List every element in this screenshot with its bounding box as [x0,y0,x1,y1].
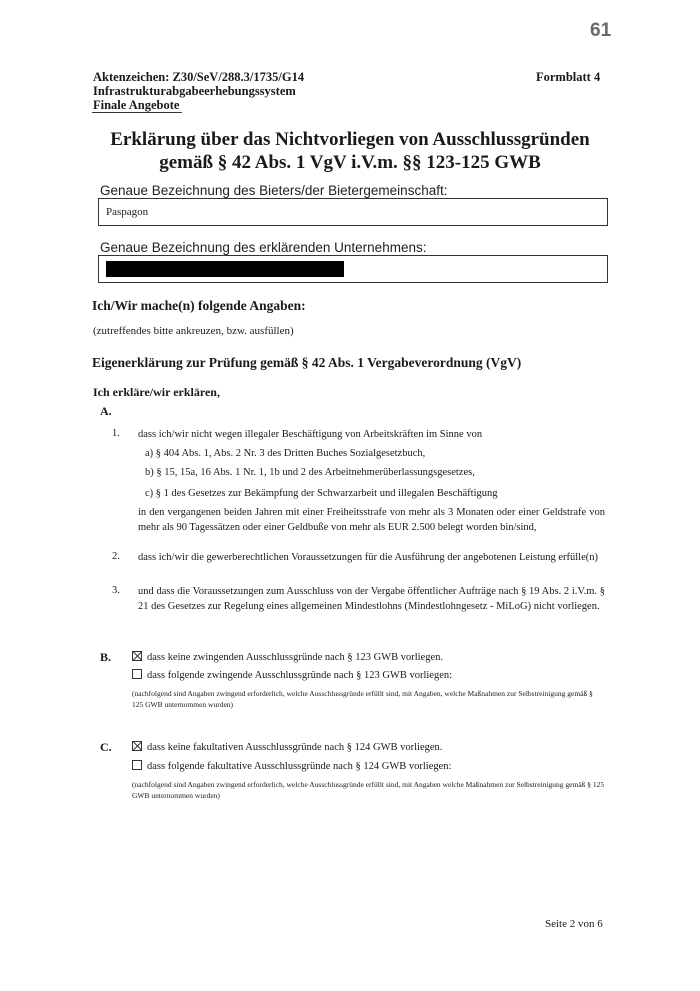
header-underline [92,112,182,113]
section-b-option-1[interactable] [132,650,443,665]
checkbox-unchecked-icon[interactable] [132,669,142,679]
ich-erklaere: Ich erkläre/wir erklären, [93,385,220,399]
system-name: Infrastrukturabgabeerhebungssystem [93,84,296,98]
angaben-hint: (zutreffendes bitte ankreuzen, bzw. ausfüllen) [93,325,294,337]
checkbox-checked-icon[interactable] [132,651,142,661]
item1-sub-a: a) § 404 Abs. 1, Abs. 2 Nr. 3 des Dritten Buches Sozialgesetzbuch, [145,448,426,459]
item3-text: und dass die Voraussetzungen zum Ausschluss von der Vergabe öffentlicher Aufträge nach § 19 Abs. 2 i.V.m. § 21 des Gesetzes zur Regelung eines allgemeinen Mindestlohns (Mindestlohngesetz - MiLoG) nicht vorliegen. [138,586,605,612]
document-title-line1: Erklärung über das Nichtvorliegen von Ausschlussgründen [110,129,590,150]
section-c-option-1[interactable] [132,740,442,755]
checkbox-checked-icon[interactable] [132,741,142,751]
bieter-label: Genaue Bezeichnung des Bieters/der Bietergemeinschaft: [100,183,448,198]
item2-number: 2. [112,551,120,562]
bieter-field[interactable] [98,198,608,226]
angaben-heading: Ich/Wir mache(n) folgende Angaben: [92,298,306,313]
item1-sub-c: c) § 1 des Gesetzes zur Bekämpfung der Schwarzarbeit und illegalen Beschäftigung [145,488,498,499]
unternehmen-field[interactable] [98,255,608,283]
unternehmen-label: Genaue Bezeichnung des erklärenden Unternehmens: [100,240,427,255]
section-a-label: A. [100,404,112,418]
section-b-note: (nachfolgend sind Angaben zwingend erforderlich, welche Ausschlussgründe erfüllt sind, mit Angaben, welche Maßnahmen zur Selbstreinigung gemäß § 125 GWB unternommen wurden) [132,689,593,709]
item1-text: dass ich/wir nicht wegen illegaler Beschäftigung von Arbeitskräften im Sinne von [138,429,483,440]
section-c-note: (nachfolgend sind Angaben zwingend erforderlich, welche Ausschlussgründe erfüllt sind, mit Angaben welche Maßnahmen zur Selbstreinigung gemäß § 125 GWB unternommen wurden) [132,780,605,800]
section-c-option-1-label: dass keine fakultativen Ausschlussgründe nach § 124 GWB vorliegen. [147,742,443,753]
page-number: 61 [590,20,612,41]
section-b-option-2[interactable] [132,668,452,683]
item2-text: dass ich/wir die gewerberechtlichen Voraussetzungen für die Ausführung der angebotenen Leistung erfülle(n) [138,552,599,563]
page-footer: Seite 2 von 6 [545,918,603,930]
item1-continuation: in den vergangenen beiden Jahren mit einer Freiheitsstrafe von mehr als 3 Monaten oder einer Geldstrafe von mehr als 90 Tagessätzen oder einer Geldbuße von mehr als EUR 2.500 belegt worden bin/sind, [138,507,605,533]
checkbox-unchecked-icon[interactable] [132,760,142,770]
eigenerklaerung-heading: Eigenerklärung zur Prüfung gemäß § 42 Abs. 1 Vergabeverordnung (VgV) [92,355,522,370]
redaction-bar [106,261,344,277]
aktenzeichen: Aktenzeichen: Z30/SeV/288.3/1735/G14 [93,70,305,84]
section-b-label: B. [100,650,112,664]
item1-number: 1. [112,428,120,439]
section-c-option-2[interactable] [132,759,451,774]
item3-number: 3. [112,585,120,596]
phase-label: Finale Angebote [93,98,180,112]
section-c-label: C. [100,740,112,754]
formblatt-label: Formblatt 4 [536,70,601,84]
section-c-option-2-label: dass folgende fakultative Ausschlussgründe nach § 124 GWB vorliegen: [147,761,452,772]
document-title-line2: gemäß § 42 Abs. 1 VgV i.V.m. §§ 123-125 GWB [159,152,541,173]
section-b-option-2-label: dass folgende zwingende Ausschlussgründe nach § 123 GWB vorliegen: [147,670,453,681]
item1-sub-b: b) § 15, 15a, 16 Abs. 1 Nr. 1, 1b und 2 des Arbeitnehmerüberlassungsgesetzes, [145,467,475,478]
section-b-option-1-label: dass keine zwingenden Ausschlussgründe nach § 123 GWB vorliegen. [147,652,443,663]
bieter-value: Paspagon [106,206,149,218]
